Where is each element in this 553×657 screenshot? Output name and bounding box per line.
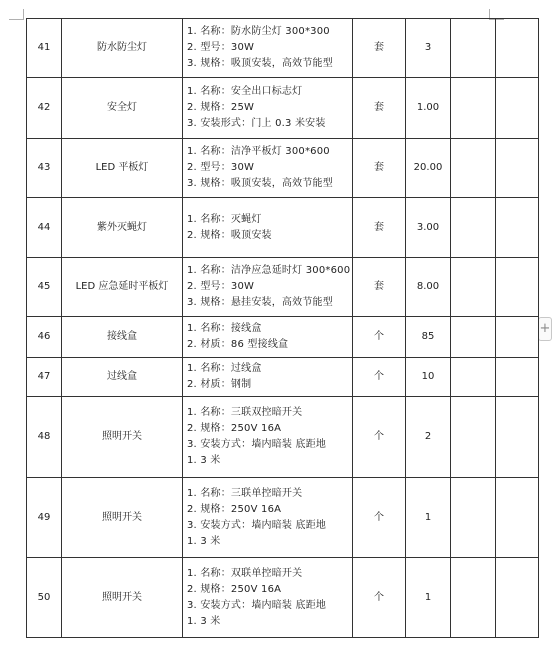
item-description-cell[interactable] <box>183 78 353 139</box>
total-price-cell[interactable] <box>496 317 539 358</box>
table-body <box>27 19 539 638</box>
item-name-cell[interactable]: 照明开关 <box>62 478 183 558</box>
item-number-cell[interactable]: 49 <box>27 478 62 558</box>
quantity-cell[interactable]: 20.00 <box>406 139 451 198</box>
description-line: 2. 型号：30W <box>187 162 255 173</box>
quantity-cell[interactable]: 3.00 <box>406 198 451 258</box>
item-description-cell[interactable] <box>183 198 353 258</box>
item-name-cell[interactable]: 照明开关 <box>62 397 183 478</box>
item-description-cell[interactable] <box>183 397 353 478</box>
description-line: 2. 规格：25W <box>187 102 255 113</box>
description-line: 1. 名称：安全出口标志灯 <box>187 86 303 97</box>
quantity-cell[interactable]: 10 <box>406 358 451 397</box>
unit-price-cell[interactable] <box>451 478 496 558</box>
item-description-cell[interactable] <box>183 19 353 78</box>
quantity-cell[interactable]: 1 <box>406 558 451 638</box>
description-line: 2. 型号：30W <box>187 42 255 53</box>
item-name-cell[interactable]: 紫外灭蝇灯 <box>62 198 183 258</box>
item-name-cell[interactable]: 接线盒 <box>62 317 183 358</box>
unit-price-cell[interactable] <box>451 198 496 258</box>
description-line: 1. 3 米 <box>187 615 221 627</box>
item-number-cell[interactable]: 46 <box>27 317 62 358</box>
unit-price-cell[interactable] <box>451 139 496 198</box>
unit-cell[interactable]: 套 <box>353 139 406 198</box>
item-number-cell[interactable]: 48 <box>27 397 62 478</box>
item-description-cell[interactable] <box>183 317 353 358</box>
quantity-cell[interactable]: 1 <box>406 478 451 558</box>
description-line: 1. 名称：洁净应急延时灯 300*600 <box>187 265 351 276</box>
unit-price-cell[interactable] <box>451 19 496 78</box>
description-line: 1. 名称：三联单控暗开关 <box>187 487 303 499</box>
item-description-cell[interactable] <box>183 558 353 638</box>
unit-cell[interactable]: 个 <box>353 478 406 558</box>
table-row <box>27 258 539 317</box>
quantity-cell[interactable]: 8.00 <box>406 258 451 317</box>
total-price-cell[interactable] <box>496 139 539 198</box>
item-name-cell[interactable]: 照明开关 <box>62 558 183 638</box>
unit-cell[interactable]: 个 <box>353 397 406 478</box>
quantity-cell[interactable]: 2 <box>406 397 451 478</box>
description-line: 1. 名称：过线盒 <box>187 363 262 374</box>
description-line: 3. 安装方式：墙内暗装 底距地 <box>187 439 327 450</box>
item-name-cell[interactable]: LED 应急延时平板灯 <box>62 258 183 317</box>
item-number-cell[interactable]: 43 <box>27 139 62 198</box>
total-price-cell[interactable] <box>496 558 539 638</box>
table-row <box>27 478 539 558</box>
total-price-cell[interactable] <box>496 198 539 258</box>
bill-of-quantities-table <box>26 18 539 638</box>
item-number-cell[interactable]: 50 <box>27 558 62 638</box>
crop-mark-top-left <box>9 9 24 20</box>
total-price-cell[interactable] <box>496 397 539 478</box>
description-line: 2. 规格：吸顶安装 <box>187 229 272 241</box>
description-line: 3. 安装方式：墙内暗装 底距地 <box>187 599 327 611</box>
description-line: 3. 规格：吸顶安装，高效节能型 <box>187 58 333 69</box>
unit-cell[interactable]: 套 <box>353 19 406 78</box>
total-price-cell[interactable] <box>496 78 539 139</box>
description-line: 3. 规格：吸顶安装，高效节能型 <box>187 178 333 189</box>
description-line: 1. 名称：防水防尘灯 300*300 <box>187 26 330 37</box>
total-price-cell[interactable] <box>496 19 539 78</box>
table-row <box>27 558 539 638</box>
item-number-cell[interactable]: 42 <box>27 78 62 139</box>
total-price-cell[interactable] <box>496 258 539 317</box>
item-name-cell[interactable]: 防水防尘灯 <box>62 19 183 78</box>
item-name-cell[interactable]: 安全灯 <box>62 78 183 139</box>
unit-cell[interactable]: 套 <box>353 78 406 139</box>
item-number-cell[interactable]: 47 <box>27 358 62 397</box>
unit-price-cell[interactable] <box>451 397 496 478</box>
description-line: 1. 3 米 <box>187 535 221 547</box>
table-row <box>27 358 539 397</box>
item-name-cell[interactable]: LED 平板灯 <box>62 139 183 198</box>
quantity-cell[interactable]: 85 <box>406 317 451 358</box>
unit-price-cell[interactable] <box>451 558 496 638</box>
table-row <box>27 198 539 258</box>
table-row <box>27 19 539 78</box>
description-line: 1. 名称：三联双控暗开关 <box>187 407 303 418</box>
unit-cell[interactable]: 套 <box>353 198 406 258</box>
description-line: 3. 安装形式：门上 0.3 米安装 <box>187 118 326 129</box>
unit-cell[interactable]: 个 <box>353 358 406 397</box>
table-row <box>27 78 539 139</box>
description-line: 3. 安装方式：墙内暗装 底距地 <box>187 519 327 531</box>
unit-price-cell[interactable] <box>451 317 496 358</box>
description-line: 1. 名称：接线盒 <box>187 323 262 334</box>
item-description-cell[interactable] <box>183 358 353 397</box>
table-row <box>27 139 539 198</box>
item-description-cell[interactable] <box>183 258 353 317</box>
add-row-button[interactable] <box>538 317 552 341</box>
plus-icon: + <box>539 321 551 336</box>
description-line: 1. 名称：双联单控暗开关 <box>187 567 303 579</box>
unit-cell[interactable]: 个 <box>353 558 406 638</box>
description-line: 3. 规格：悬挂安装，高效节能型 <box>187 297 333 308</box>
unit-price-cell[interactable] <box>451 78 496 139</box>
total-price-cell[interactable] <box>496 478 539 558</box>
unit-cell[interactable]: 个 <box>353 317 406 358</box>
item-number-cell[interactable]: 44 <box>27 198 62 258</box>
description-line: 2. 材质：钢制 <box>187 379 252 390</box>
unit-price-cell[interactable] <box>451 258 496 317</box>
item-number-cell[interactable]: 41 <box>27 19 62 78</box>
item-description-cell[interactable] <box>183 139 353 198</box>
description-line: 2. 型号：30W <box>187 281 255 292</box>
item-number-cell[interactable]: 45 <box>27 258 62 317</box>
description-line: 2. 材质：86 型接线盒 <box>187 339 289 350</box>
table-row <box>27 317 539 358</box>
unit-price-cell[interactable] <box>451 358 496 397</box>
description-line: 1. 名称：洁净平板灯 300*600 <box>187 146 330 157</box>
description-line: 1. 3 米 <box>187 455 221 466</box>
description-line: 2. 规格：250V 16A <box>187 503 282 515</box>
quantity-cell[interactable]: 3 <box>406 19 451 78</box>
total-price-cell[interactable] <box>496 358 539 397</box>
item-description-cell[interactable] <box>183 478 353 558</box>
description-line: 2. 规格：250V 16A <box>187 423 282 434</box>
description-line: 1. 名称：灭蝇灯 <box>187 213 262 225</box>
quantity-cell[interactable]: 1.00 <box>406 78 451 139</box>
item-name-cell[interactable]: 过线盒 <box>62 358 183 397</box>
table-row <box>27 397 539 478</box>
description-line: 2. 规格：250V 16A <box>187 583 282 595</box>
unit-cell[interactable]: 套 <box>353 258 406 317</box>
